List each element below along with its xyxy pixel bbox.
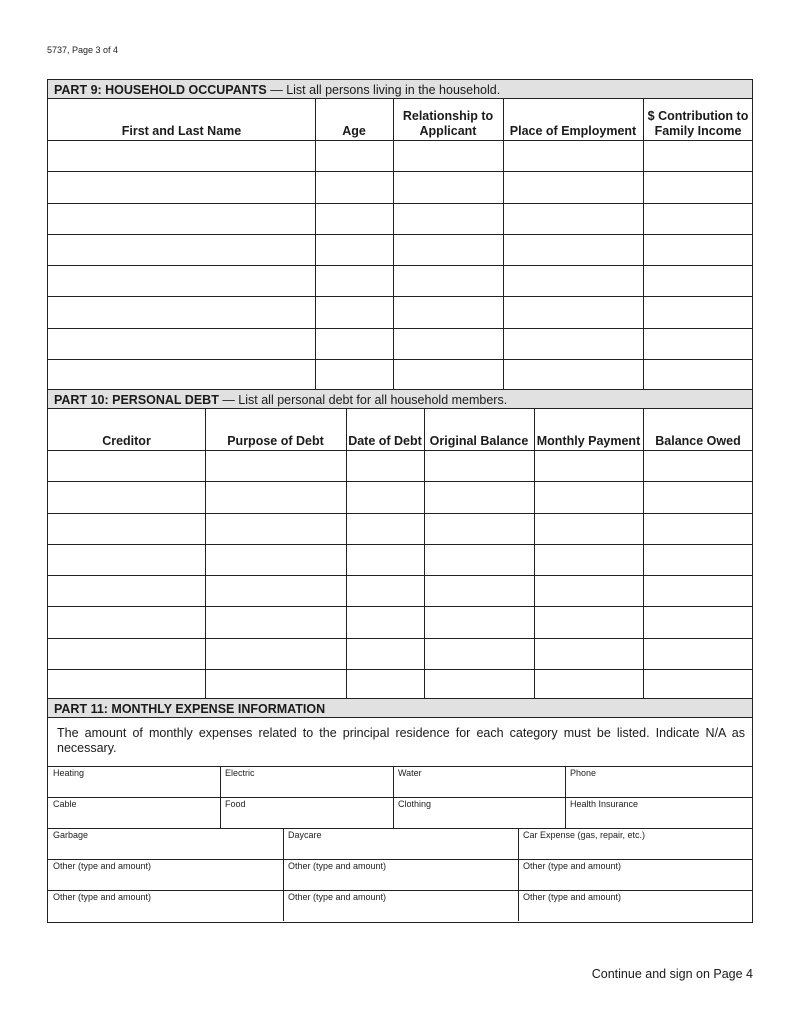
field-label: Other (type and amount): [523, 892, 622, 902]
monthly-expense-section: [47, 698, 753, 923]
expense-field[interactable]: [49, 798, 219, 827]
table-cell[interactable]: [206, 514, 345, 543]
table-cell[interactable]: [206, 670, 345, 699]
table-cell[interactable]: [644, 576, 752, 605]
table-cell[interactable]: [206, 607, 345, 636]
table-cell[interactable]: [425, 482, 533, 511]
field-label: Clothing: [398, 799, 432, 809]
page-label: 5737, Page 3 of 4: [47, 45, 119, 55]
table-cell[interactable]: [347, 514, 423, 543]
table-cell[interactable]: [316, 235, 392, 264]
table-cell[interactable]: [535, 607, 642, 636]
expense-field[interactable]: [49, 829, 282, 858]
section-title: PART 11: MONTHLY EXPENSE INFORMATION: [54, 702, 326, 716]
section-title: PART 10: PERSONAL DEBT: [54, 393, 219, 407]
table-cell[interactable]: [644, 482, 752, 511]
table-cell[interactable]: [49, 266, 314, 295]
table-cell[interactable]: [49, 172, 314, 201]
expense-field[interactable]: [394, 798, 564, 827]
table-cell[interactable]: [644, 141, 752, 170]
field-label: Other (type and amount): [53, 861, 152, 871]
table-cell[interactable]: [49, 204, 314, 233]
column-header: Creditor: [102, 434, 151, 448]
field-label: Garbage: [53, 830, 89, 840]
table-cell[interactable]: [425, 576, 533, 605]
expense-field[interactable]: [49, 860, 282, 889]
section-title: PART 9: HOUSEHOLD OCCUPANTS: [54, 83, 267, 97]
table-cell[interactable]: [347, 451, 423, 480]
table-cell[interactable]: [644, 639, 752, 668]
table-cell[interactable]: [535, 545, 642, 574]
table-cell[interactable]: [644, 360, 752, 389]
table-cell[interactable]: [535, 451, 642, 480]
table-cell[interactable]: [394, 235, 502, 264]
expense-field[interactable]: [566, 767, 752, 796]
table-cell[interactable]: [644, 297, 752, 326]
table-cell[interactable]: [206, 576, 345, 605]
table-cell[interactable]: [49, 297, 314, 326]
expense-field[interactable]: [394, 767, 564, 796]
field-label: Other (type and amount): [288, 892, 387, 902]
table-cell[interactable]: [347, 482, 423, 511]
column-header: Age: [342, 124, 366, 138]
table-cell[interactable]: [425, 670, 533, 699]
section-description: — List all persons living in the household.: [266, 83, 501, 97]
table-cell[interactable]: [49, 451, 204, 480]
field-label: Other (type and amount): [523, 861, 622, 871]
table-cell[interactable]: [425, 639, 533, 668]
column-header: $ Contribution to Family Income: [647, 109, 749, 138]
expense-field[interactable]: [284, 891, 517, 920]
field-label: Electric: [225, 768, 255, 778]
field-label: Heating: [53, 768, 85, 778]
expense-field[interactable]: [284, 829, 517, 858]
section-header: [48, 80, 752, 99]
expense-field[interactable]: [519, 891, 752, 920]
section-description: — List all personal debt for all household members.: [218, 393, 508, 407]
table-cell[interactable]: [644, 670, 752, 699]
table-cell[interactable]: [394, 204, 502, 233]
table-cell[interactable]: [535, 482, 642, 511]
section-header: [48, 390, 752, 409]
table-cell[interactable]: [504, 297, 642, 326]
column-header: Place of Employment: [509, 124, 637, 138]
expense-field[interactable]: [284, 860, 517, 889]
table-cell[interactable]: [49, 360, 314, 389]
table-cell[interactable]: [316, 141, 392, 170]
table-cell[interactable]: [535, 514, 642, 543]
table-cell[interactable]: [394, 297, 502, 326]
table-cell[interactable]: [394, 360, 502, 389]
field-label: Water: [398, 768, 422, 778]
table-cell[interactable]: [504, 329, 642, 358]
table-cell[interactable]: [644, 172, 752, 201]
field-label: Food: [225, 799, 246, 809]
table-cell[interactable]: [394, 141, 502, 170]
table-cell[interactable]: [49, 670, 204, 699]
table-cell[interactable]: [316, 204, 392, 233]
table-cell[interactable]: [425, 545, 533, 574]
column-header: Purpose of Debt: [227, 434, 324, 448]
table-cell[interactable]: [535, 639, 642, 668]
table-cell[interactable]: [49, 482, 204, 511]
table-cell[interactable]: [644, 329, 752, 358]
column-header: Monthly Payment: [536, 434, 641, 448]
table-cell[interactable]: [206, 545, 345, 574]
table-cell[interactable]: [49, 545, 204, 574]
table-cell[interactable]: [49, 235, 314, 264]
section-header: [48, 699, 752, 718]
table-cell[interactable]: [644, 451, 752, 480]
expense-instructions: The amount of monthly expenses related to the principal residence for each category must be listed. Indicate N/A as necessary.: [57, 726, 745, 755]
table-cell[interactable]: [504, 204, 642, 233]
field-label: Car Expense (gas, repair, etc.): [523, 830, 646, 840]
table-cell[interactable]: [504, 141, 642, 170]
table-cell[interactable]: [394, 266, 502, 295]
table-cell[interactable]: [206, 451, 345, 480]
table-cell[interactable]: [504, 266, 642, 295]
table-cell[interactable]: [347, 576, 423, 605]
column-header: Balance Owed: [655, 434, 741, 448]
table-cell[interactable]: [316, 297, 392, 326]
table-cell[interactable]: [644, 607, 752, 636]
table-cell[interactable]: [347, 607, 423, 636]
table-cell[interactable]: [425, 451, 533, 480]
table-cell[interactable]: [504, 360, 642, 389]
expense-field[interactable]: [519, 860, 752, 889]
table-cell[interactable]: [49, 514, 204, 543]
table-cell[interactable]: [316, 360, 392, 389]
table-cell[interactable]: [394, 172, 502, 201]
field-label: Cable: [53, 799, 77, 809]
expense-field[interactable]: [519, 829, 752, 858]
table-cell[interactable]: [394, 329, 502, 358]
table-cell[interactable]: [535, 576, 642, 605]
field-label: Phone: [570, 768, 597, 778]
table-cell[interactable]: [49, 329, 314, 358]
expense-field[interactable]: [49, 891, 282, 920]
table-cell[interactable]: [49, 607, 204, 636]
table-cell[interactable]: [504, 235, 642, 264]
table-cell[interactable]: [206, 482, 345, 511]
column-header: First and Last Name: [121, 124, 242, 138]
column-header: Date of Debt: [348, 434, 422, 448]
table-cell[interactable]: [316, 172, 392, 201]
column-header: Relationship to Applicant: [402, 109, 494, 138]
table-cell[interactable]: [347, 670, 423, 699]
continue-note: Continue and sign on Page 4: [591, 967, 753, 981]
expense-field[interactable]: [49, 767, 219, 796]
table-cell[interactable]: [49, 576, 204, 605]
table-cell[interactable]: [644, 204, 752, 233]
table-cell[interactable]: [504, 172, 642, 201]
table-cell[interactable]: [644, 545, 752, 574]
expense-field[interactable]: [566, 798, 752, 827]
table-cell[interactable]: [347, 545, 423, 574]
field-label: Daycare: [288, 830, 322, 840]
expense-field[interactable]: [221, 767, 392, 796]
table-cell[interactable]: [49, 141, 314, 170]
table-cell[interactable]: [49, 639, 204, 668]
field-label: Other (type and amount): [53, 892, 152, 902]
field-label: Health Insurance: [570, 799, 639, 809]
table-cell[interactable]: [425, 607, 533, 636]
field-label: Other (type and amount): [288, 861, 387, 871]
table-cell[interactable]: [347, 639, 423, 668]
table-cell[interactable]: [206, 639, 345, 668]
table-cell[interactable]: [316, 266, 392, 295]
table-cell[interactable]: [644, 235, 752, 264]
personal-debt-section: [47, 389, 753, 700]
table-cell[interactable]: [425, 514, 533, 543]
table-cell[interactable]: [644, 514, 752, 543]
table-cell[interactable]: [644, 266, 752, 295]
column-header: Original Balance: [429, 434, 529, 448]
expense-field[interactable]: [221, 798, 392, 827]
household-occupants-section: [47, 79, 753, 390]
table-cell[interactable]: [316, 329, 392, 358]
table-cell[interactable]: [535, 670, 642, 699]
